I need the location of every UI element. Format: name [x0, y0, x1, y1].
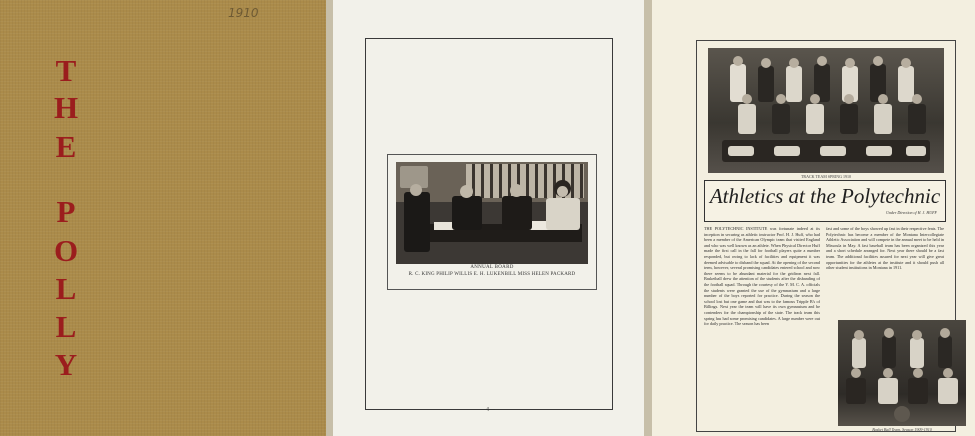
article-column-right: fast and some of the boys showed up fast in their respective feats. The Polytechnic has become a member of the Montana Intercollegiate Athletic Association and will compete in the annual meet to be held in Missoula in May. A fast baseball team has been organized this year and a short schedule arranged for. Next year there should be a fast team. The additional facilities assured for next year will give great opportunities for the athletes at the institute and it should push all other student institutions in Montana in 1911. [826, 226, 944, 271]
article-column-left: THE POLYTECHNIC INSTITUTE was fortunate indeed at its inception in securing as athletic instructor Prof. H. J. Huff, who had been a member of the American Olympic team that visited England and who was well known as an athlete. When Physical Director Huff made the first call in the fall for football players quite a number responded, but owing to lack of facilities and equipment it was deemed advisable to disband the squad. At the opening of the second term, however, several promising candidates entered school and now there seems to be abundant material for the gridiron next fall. Basketball drew the attention of the students after the disbanding of the football squad. Through the courtesy of the Y. M. C. A. officials the students were granted the use of the gymnasium and a large number of the boys reported for practice. During the season the school lost but one game and that was to the famous Tripple B's of Billings. Next year the team will have its own gymnasium and be contenders for the championship of the state. The track team this spring has had some promising candidates. A large number were out for daily practice. The season has been [704, 226, 820, 327]
cover-title-letter: P [56, 194, 76, 229]
cover-title-letter: L [55, 309, 77, 344]
cover-title-letter: H [53, 90, 79, 125]
annual-board-page [333, 0, 644, 436]
article-title-box [704, 180, 946, 222]
track-team-photo [708, 48, 944, 173]
page-gutter [644, 0, 652, 436]
article-title: Athletics at the Polytechnic [709, 184, 941, 208]
basketball-team-photo [838, 320, 966, 426]
cover-title-letter: Y [54, 347, 78, 382]
cover-title-letter: L [55, 271, 77, 306]
cover-title-letter: T [55, 53, 77, 88]
cover-title-letter: O [53, 233, 79, 268]
cover-title-letter: E [55, 129, 77, 164]
annual-board-photo [396, 162, 588, 264]
photo-caption-names: R. C. KING PHILIP WILLIS E. H. LUKENBILL MISS HELEN PACKARD [408, 272, 576, 277]
handwritten-year: 1910 [228, 6, 259, 20]
page-number: —4— [480, 407, 495, 413]
annual-board-photo-card [387, 154, 597, 290]
photo-caption-title: ANNUAL BOARD [470, 265, 514, 270]
book-cover [0, 0, 326, 436]
page-gutter [326, 0, 333, 436]
basketball-team-caption: Basket Ball Team, Season 1909-1910 [872, 427, 932, 432]
article-byline: Under Direction of H. J. HUFF [886, 210, 937, 215]
track-team-caption: TRACK TEAM SPRING 1910 [800, 174, 852, 179]
